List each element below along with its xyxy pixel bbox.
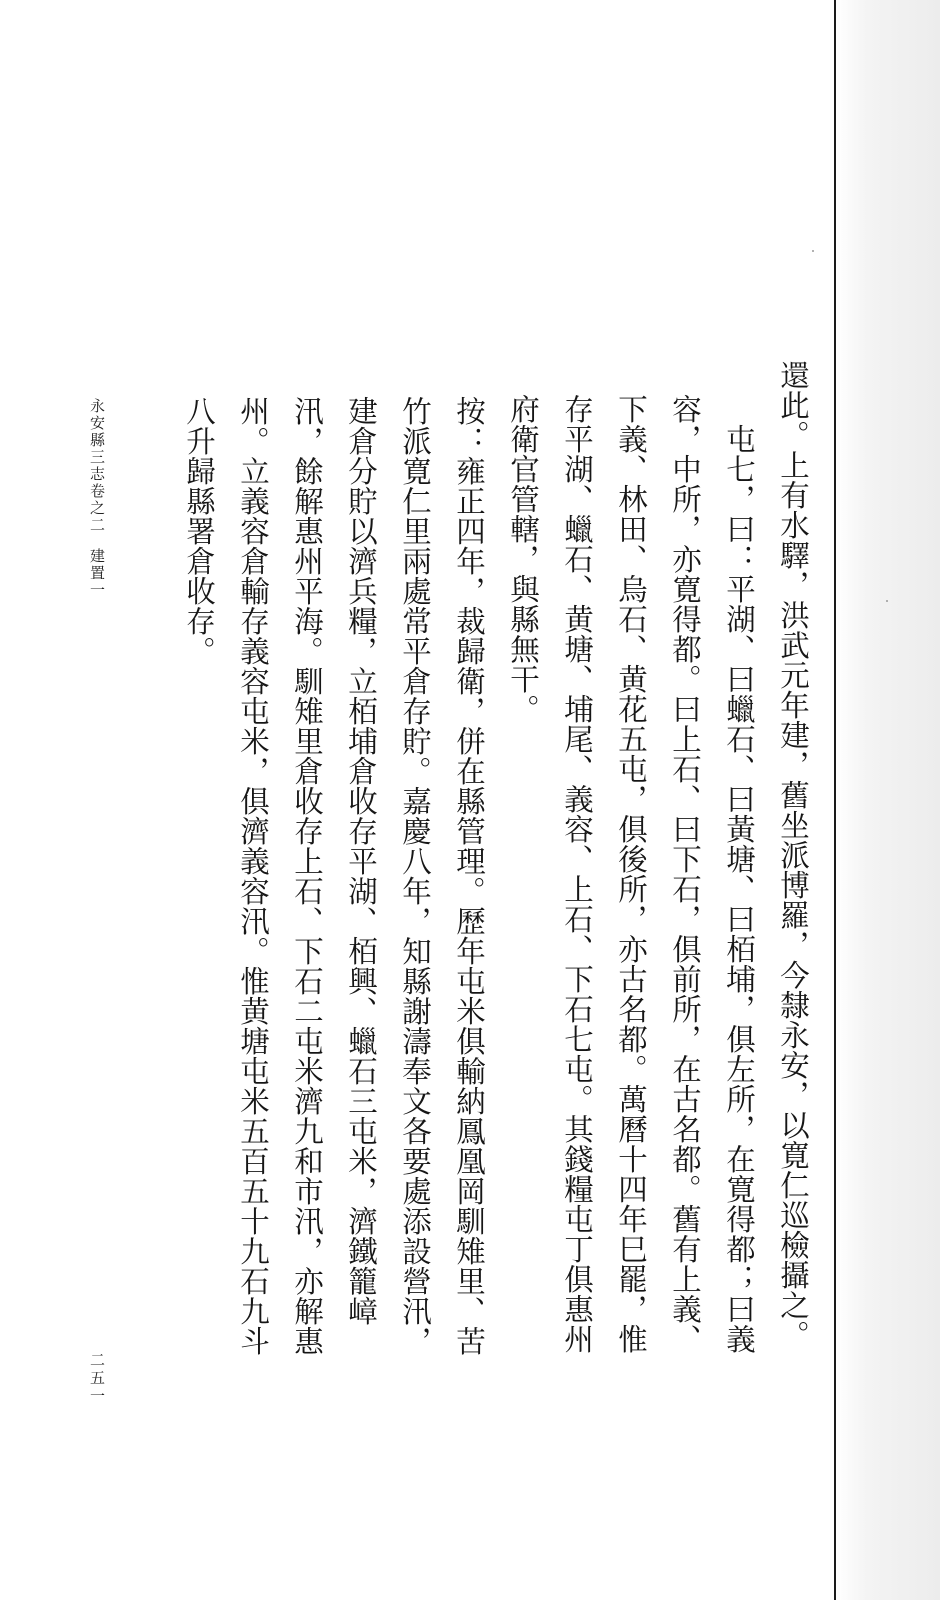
paragraph-editor-note: 按：雍正四年，裁歸衛，併在縣管理。歷年屯米俱輸納鳳凰岡馴雉里、苦竹派寛仁里兩處常平倉存貯。嘉慶八年，知縣謝濤奉文各要處添設營汛，建倉分貯以濟兵糧，立栢埔倉收存平湖、栢興、蠟石三屯米，濟鐵籠嶂汛，餘解惠州平海。馴雉里倉收存上石、下石二屯米濟九和市汛，亦解惠州。立義容倉輸存義容屯米，俱濟義容汛。惟黄塘屯米五百五十九石九斗八升歸縣署倉收存。 xyxy=(182,396,486,1356)
page-number: 二五一 xyxy=(88,1352,106,1406)
paragraph-continuation: 還此。上有水驛，洪武元年建，舊坐派博羅，今隸永安，以寛仁巡檢攝之。 xyxy=(776,360,810,1350)
paragraph-military-farms: 屯七，曰：平湖、曰蠟石、曰黃塘、曰栢埔，俱左所，在寛得都；曰義容，中所，亦寛得都。曰上石、曰下石，俱前所，在古名都。舊有上義、下義、林田、烏石、黄花五屯，俱後所，亦古名都。萬曆十四年巳罷，惟存平湖、蠟石、黄塘、埔尾、義容、上石、下石七屯。其錢糧屯丁俱惠州府衛官管轄，與縣無干。 xyxy=(506,394,756,1354)
running-head-section: 建置一 xyxy=(88,548,106,599)
scan-speck xyxy=(812,250,814,252)
running-head xyxy=(84,398,108,599)
scan-speck xyxy=(886,600,888,602)
adjacent-page-margin xyxy=(836,0,940,1600)
main-text-block xyxy=(182,360,820,1360)
running-head-book-title: 永安縣三志卷之二 xyxy=(88,398,106,534)
